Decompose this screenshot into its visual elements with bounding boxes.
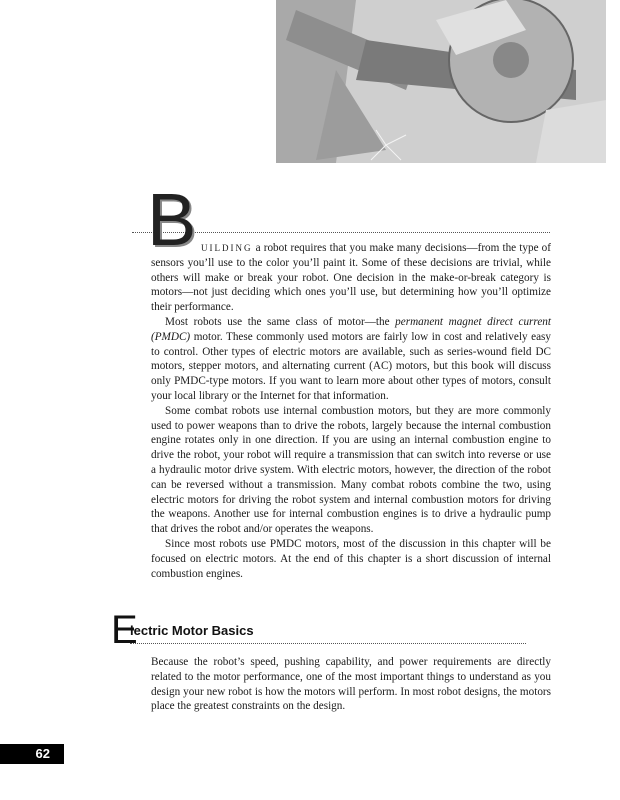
paragraph-2: Most robots use the same class of motor—the permanent magnet direct current (PMDC) motor. These commonly used motors are fairly low in cost and relatively easy to control. Other types of electric motors are available, such as series-wound field DC motors, stepper motors, and alternating current (AC) motors, but this book will discuss only PMDC-type motors. If you want to learn more about other types of motors, consult your local library or the Internet for that information.: [151, 315, 551, 402]
section-heading: lectric Motor Basics: [130, 623, 254, 638]
paragraph-3: Some combat robots use internal combustion motors, but they are more commonly used to power weapons than to drive the robots, largely because the internal combustion engine rotates only in one direction. If you are using an internal combustion engine to drive the robot, your robot will require a transmission that can switch into reverse or use a hydraulic motor drive system. With electric motors, however, the direction of the robot can be reversed without a transmission. Many combat robots combine the two, using electric motors for driving the robot system and internal combustion motors for driving the weapons. Another use for internal combustion engines is to drive a hydraulic pump that drives the robot and/or operates the weapons.: [151, 404, 551, 536]
paragraph-1: UILDING a robot requires that you make many decisions—from the type of sensors you’ll use to the color you’ll paint it. Some of these decisions are trivial, while others will make or break your robot. One decision in the make-or-break category is motors—not just deciding which ones you’ll use, but determining how you’ll optimize their performance.: [151, 242, 551, 314]
page-number-tab: [0, 744, 64, 764]
section-body-text: Because the robot’s speed, pushing capability, and power requirements are directly related to the motor performance, one of the most important things to understand as you design your new robot is how the motors will perform. In most robot designs, the motors place the greatest constraints on the design.: [151, 656, 551, 713]
chapter-intro-text: [151, 241, 551, 581]
page-number: 62: [35, 746, 50, 761]
chapter-illustration: [276, 0, 606, 163]
lead-in: UILDING: [201, 243, 253, 253]
drop-cap: B: [147, 178, 197, 261]
robot-saw-blade-icon: [276, 0, 606, 163]
section-rule: [130, 643, 526, 644]
paragraph-4: Since most robots use PMDC motors, most of the discussion in this chapter will be focused on electric motors. At the end of this chapter is a short discussion of internal combustion engines.: [151, 537, 551, 580]
section-initial: E: [111, 608, 138, 652]
